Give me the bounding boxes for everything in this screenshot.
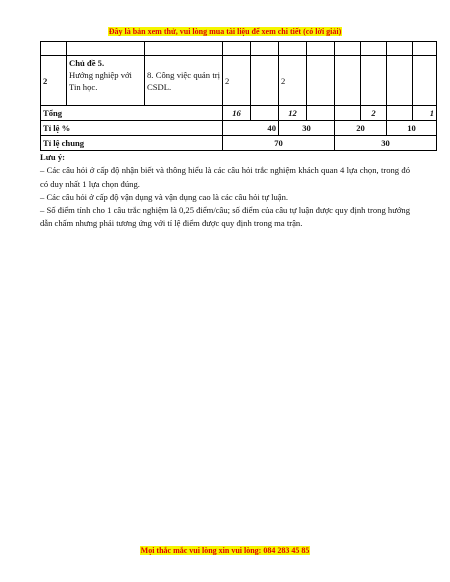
- content-cell: 8. Công việc quản trị CSDL.: [145, 56, 223, 106]
- topic-title: Chủ đề 5.: [69, 58, 105, 68]
- total-label: Tổng: [41, 106, 223, 121]
- total-value: 2: [361, 106, 387, 121]
- ratio-label: Tỉ lệ %: [41, 121, 223, 136]
- ratio-value: 40: [223, 121, 279, 136]
- table-row: [41, 56, 437, 106]
- note-item: – Các câu hỏi ở cấp độ nhận biết và thông hiểu là các câu hỏi trắc nghiệm khách quan 4 lựa chọn, trong đó có duy nhất 1 lựa chọn đúng.: [40, 165, 410, 189]
- total-value: 16: [223, 106, 251, 121]
- topic-description: Hướng nghiệp với Tin học.: [69, 70, 132, 92]
- ratio-row: [41, 121, 437, 136]
- contact-banner: Mọi thắc mắc vui lòng xin vui lòng: 084 283 45 85: [140, 546, 310, 555]
- ratio-value: 10: [387, 121, 437, 136]
- topic-cell: [67, 56, 145, 106]
- ratio-value: 20: [335, 121, 387, 136]
- row-number: 2: [41, 56, 67, 106]
- notes-title: Lưu ý:: [40, 152, 65, 162]
- note-item: – Các câu hỏi ở cấp độ vận dụng và vận dụng cao là các câu hỏi tự luận.: [40, 191, 289, 202]
- ratio-value: 30: [279, 121, 335, 136]
- preview-banner: Đây là bản xem thử, vui lòng mua tài liệu để xem chi tiết (có lời giải): [108, 27, 342, 36]
- notes-section: [40, 151, 410, 231]
- overall-ratio-row: [41, 136, 437, 151]
- overall-ratio-value: 30: [335, 136, 437, 151]
- matrix-table: [40, 41, 437, 151]
- total-row: [41, 106, 437, 121]
- value-cell: 2: [223, 56, 251, 106]
- overall-ratio-value: 70: [223, 136, 335, 151]
- overall-ratio-label: Tỉ lệ chung: [41, 136, 223, 151]
- total-value: 1: [413, 106, 437, 121]
- table-row: [41, 42, 437, 56]
- total-value: 12: [279, 106, 307, 121]
- value-cell: 2: [279, 56, 307, 106]
- note-item: – Số điểm tính cho 1 câu trắc nghiệm là 0,25 điểm/câu; số điểm của câu tự luận được quy định trong hướng dẫn chấm nhưng phải tương ứng với tỉ lệ điểm được quy định trong ma trận.: [40, 205, 410, 229]
